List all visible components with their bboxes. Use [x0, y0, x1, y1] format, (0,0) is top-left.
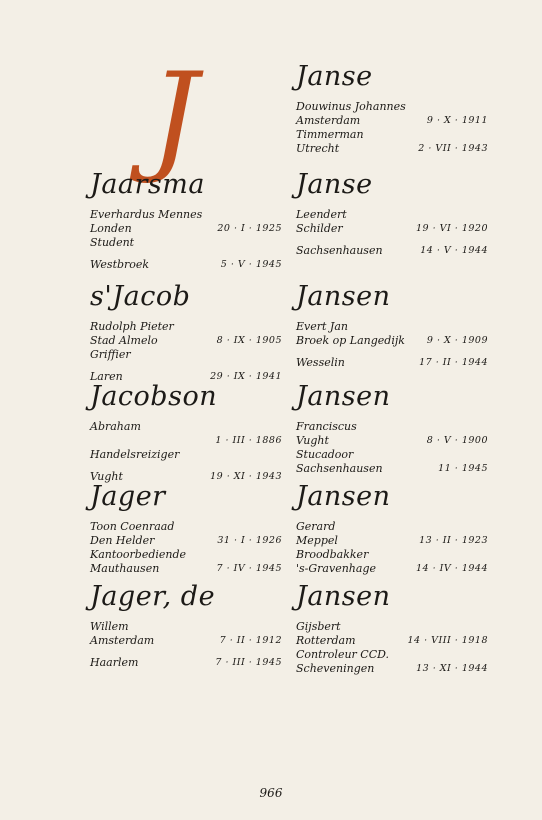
- place-or-occupation: Timmerman: [296, 128, 364, 141]
- person-entry: [90, 482, 282, 576]
- surname: Jansen: [296, 381, 391, 412]
- entry-row: [296, 114, 488, 128]
- entry-row: [296, 244, 488, 258]
- place-or-occupation: Westbroek: [90, 258, 150, 271]
- person-entry: [296, 482, 488, 576]
- date: 29 · IX · 1941: [210, 371, 282, 382]
- place-or-occupation: Student: [90, 236, 135, 249]
- entry-row: [90, 222, 282, 236]
- entry-row: [90, 634, 282, 648]
- surname: Janse: [296, 61, 373, 92]
- entry-row: [296, 634, 488, 648]
- place-or-occupation: Rotterdam: [296, 634, 356, 647]
- date: 17 · II · 1944: [419, 357, 488, 368]
- given-names: Evert Jan: [296, 320, 348, 333]
- entry-row: [296, 356, 488, 370]
- given-names: Willem: [90, 620, 129, 633]
- entry-row: [90, 334, 282, 348]
- entry-row: [296, 462, 488, 476]
- place-or-occupation: Stad Almelo: [90, 334, 158, 347]
- place-or-occupation: Amsterdam: [296, 114, 361, 127]
- entry-row: [296, 562, 488, 576]
- surname: Jansen: [296, 581, 391, 612]
- date: 31 · I · 1926: [217, 535, 282, 546]
- place-or-occupation: Broodbakker: [296, 548, 369, 561]
- person-entry: [90, 282, 282, 384]
- decorative-initial: J: [150, 48, 199, 187]
- entry-row: [296, 448, 488, 462]
- place-or-occupation: Scheveningen: [296, 662, 375, 675]
- date: 11 · 1945: [438, 463, 488, 474]
- given-names: Abraham: [90, 420, 141, 433]
- date: 8 · IX · 1905: [216, 335, 282, 346]
- surname: Jaarsma: [90, 169, 205, 200]
- person-entry: [296, 282, 488, 370]
- entry-row: [296, 222, 488, 236]
- given-names: Gijsbert: [296, 620, 341, 633]
- surname: Janse: [296, 169, 373, 200]
- place-or-occupation: Utrecht: [296, 142, 340, 155]
- place-or-occupation: Londen: [90, 222, 132, 235]
- place-or-occupation: Haarlem: [90, 656, 139, 669]
- entry-row: [296, 142, 488, 156]
- given-names: Leendert: [296, 208, 347, 221]
- entry-row: [90, 562, 282, 576]
- date: 2 · VII · 1943: [418, 143, 488, 154]
- date: 13 · XI · 1944: [416, 663, 488, 674]
- given-names: Gerard: [296, 520, 336, 533]
- entry-row: [296, 534, 488, 548]
- entry-row: [90, 348, 282, 362]
- date: 1 · III · 1886: [215, 435, 282, 446]
- date: 14 · V · 1944: [420, 245, 488, 256]
- entry-row: [296, 548, 488, 562]
- given-names: Franciscus: [296, 420, 357, 433]
- entry-row: [296, 434, 488, 448]
- date: 14 · VIII · 1918: [407, 635, 488, 646]
- page-number: 966: [259, 786, 283, 800]
- entry-row: [296, 648, 488, 662]
- entry-row: [90, 434, 282, 448]
- entry-row: [296, 662, 488, 676]
- date: 9 · X · 1911: [426, 115, 488, 126]
- person-entry: [90, 170, 282, 272]
- date: 7 · III · 1945: [215, 657, 282, 668]
- entry-row: [296, 128, 488, 142]
- surname: s'Jacob: [90, 281, 191, 312]
- place-or-occupation: 's-Gravenhage: [296, 562, 376, 575]
- person-entry: [296, 582, 488, 676]
- surname: Jansen: [296, 281, 391, 312]
- surname: Jager: [90, 481, 166, 512]
- date: 7 · IV · 1945: [216, 563, 282, 574]
- date: 7 · II · 1912: [219, 635, 282, 646]
- place-or-occupation: Laren: [90, 370, 123, 383]
- given-names: Toon Coenraad: [90, 520, 175, 533]
- place-or-occupation: Broek op Langedijk: [296, 334, 405, 347]
- date: 9 · X · 1909: [426, 335, 488, 346]
- date: 13 · II · 1923: [419, 535, 488, 546]
- place-or-occupation: Handelsreiziger: [90, 448, 180, 461]
- date: 20 · I · 1925: [217, 223, 282, 234]
- place-or-occupation: Kantoorbediende: [90, 548, 187, 561]
- place-or-occupation: Vught: [90, 470, 123, 483]
- date: 5 · V · 1945: [220, 259, 282, 270]
- entry-row: [90, 548, 282, 562]
- entry-row: [90, 448, 282, 462]
- given-names: Douwinus Johannes: [296, 100, 406, 113]
- given-names: Everhardus Mennes: [90, 208, 203, 221]
- date: 19 · XI · 1943: [210, 471, 282, 482]
- place-or-occupation: Amsterdam: [90, 634, 155, 647]
- date: 8 · V · 1900: [426, 435, 488, 446]
- date: 14 · IV · 1944: [416, 563, 488, 574]
- entry-row: [90, 534, 282, 548]
- place-or-occupation: Vught: [296, 434, 329, 447]
- entry-row: [90, 656, 282, 670]
- date: 19 · VI · 1920: [416, 223, 488, 234]
- surname: Jansen: [296, 481, 391, 512]
- place-or-occupation: Meppel: [296, 534, 338, 547]
- place-or-occupation: Griffier: [90, 348, 131, 361]
- person-entry: [90, 382, 282, 484]
- person-entry: [90, 582, 282, 670]
- given-names: Rudolph Pieter: [90, 320, 174, 333]
- entry-row: [296, 334, 488, 348]
- entry-row: [90, 236, 282, 250]
- place-or-occupation: Schilder: [296, 222, 343, 235]
- place-or-occupation: Controleur CCD.: [296, 648, 390, 661]
- surname: Jager, de: [90, 581, 216, 612]
- place-or-occupation: Wesselin: [296, 356, 345, 369]
- surname: Jacobson: [90, 381, 218, 412]
- entry-row: [90, 258, 282, 272]
- place-or-occupation: Den Helder: [90, 534, 155, 547]
- place-or-occupation: Stucadoor: [296, 448, 354, 461]
- person-entry: [296, 170, 488, 258]
- person-entry: [296, 62, 488, 156]
- person-entry: [296, 382, 488, 476]
- place-or-occupation: Sachsenhausen: [296, 462, 383, 475]
- place-or-occupation: Mauthausen: [90, 562, 160, 575]
- place-or-occupation: Sachsenhausen: [296, 244, 383, 257]
